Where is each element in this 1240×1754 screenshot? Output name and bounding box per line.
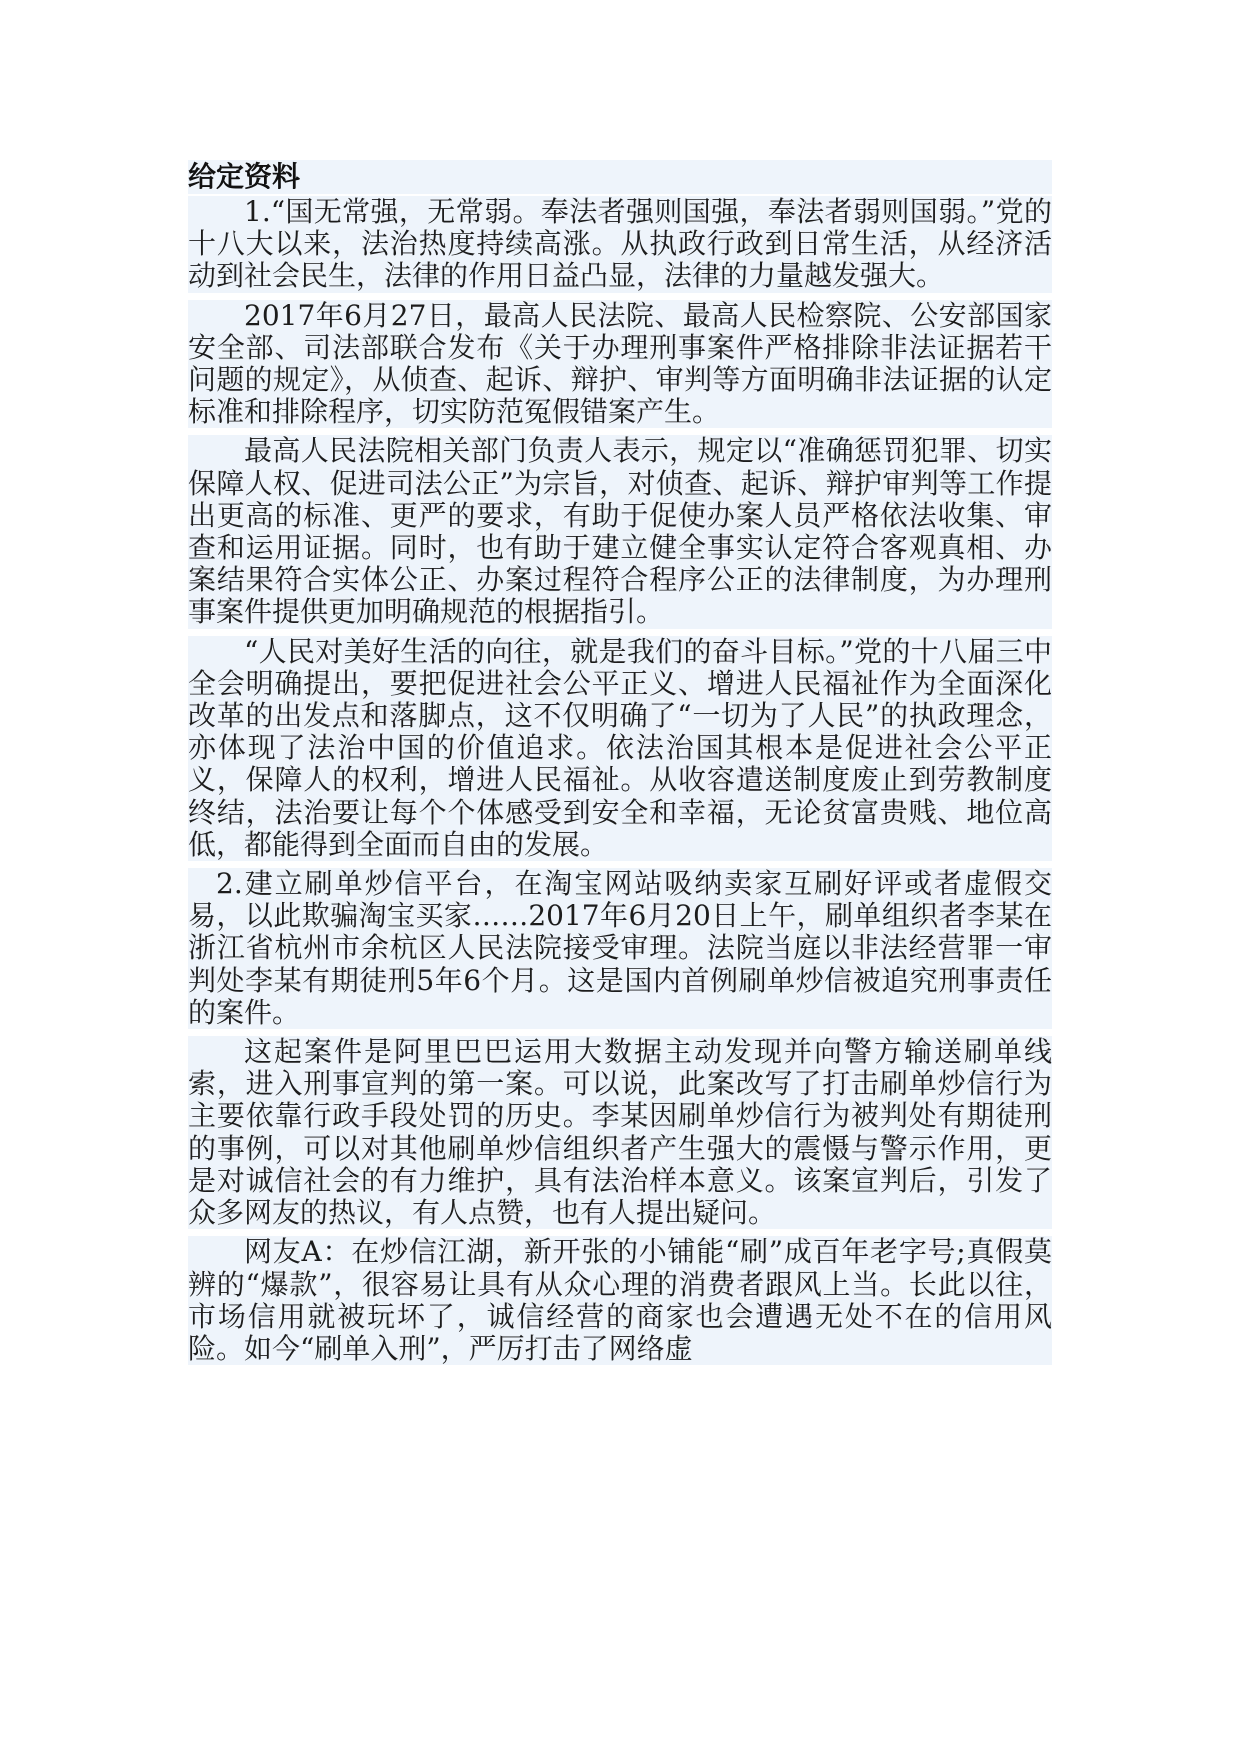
paragraph-6: 这起案件是阿里巴巴运用大数据主动发现并向警方输送刷单线索，进入刑事宣判的第一案。可以说，此案改写了打击刷单炒信行为主要依靠行政手段处罚的历史。李某因刷单炒信行为被判处有期徒刑的事例，可以对其他刷单炒信组织者产生强大的震慑与警示作用，更是对诚信社会的有力维护，具有法治样本意义。该案宣判后，引发了众多网友的热议，有人点赞，也有人提出疑问。	[188, 1035, 1052, 1230]
paragraph-5: 2.建立刷单炒信平台，在淘宝网站吸纳卖家互刷好评或者虚假交易，以此欺骗淘宝买家……2017年6月20日上午，刷单组织者李某在浙江省杭州市余杭区人民法院接受审理。法院当庭以非法经营罪一审判处李某有期徒刑5年6个月。这是国内首例刷单炒信被追究刑事责任的案件。	[188, 867, 1052, 1029]
paragraph-4: “人民对美好生活的向往，就是我们的奋斗目标。”党的十八届三中全会明确提出，要把促进社会公平正义、增进人民福祉作为全面深化改革的出发点和落脚点，这不仅明确了“一切为了人民”的执政理念，亦体现了法治中国的价值追求。依法治国其根本是促进社会公平正义，保障人的权利，增进人民福祉。从收容遣送制度废止到劳教制度终结，法治要让每个个体感受到安全和幸福，无论贫富贵贱、地位高低，都能得到全面而自由的发展。	[188, 634, 1052, 861]
paragraph-7: 网友A：在炒信江湖，新开张的小铺能“刷”成百年老字号;真假莫辨的“爆款”，很容易让具有从众心理的消费者跟风上当。长此以往，市场信用就被玩坏了，诚信经营的商家也会遭遇无处不在的信用风险。如今“刷单入刑”，严厉打击了网络虚	[188, 1235, 1052, 1365]
paragraph-3: 最高人民法院相关部门负责人表示，规定以“准确惩罚犯罪、切实保障人权、促进司法公正”为宗旨，对侦查、起诉、辩护审判等工作提出更高的标准、更严的要求，有助于促使办案人员严格依法收集、审查和运用证据。同时，也有助于建立健全事实认定符合客观真相、办案结果符合实体公正、办案过程符合程序公正的法律制度，为办理刑事案件提供更加明确规范的根据指引。	[188, 434, 1052, 629]
document-body	[188, 160, 1052, 1365]
paragraph-2: 2017年6月27日，最高人民法院、最高人民检察院、公安部国家安全部、司法部联合发布《关于办理刑事案件严格排除非法证据若干问题的规定》，从侦查、起诉、辩护、审判等方面明确非法证据的认定标准和排除程序，切实防范冤假错案产生。	[188, 298, 1052, 429]
paragraph-1: 1.“国无常强，无常弱。奉法者强则国强，奉法者弱则国弱。”党的十八大以来，法治热度持续高涨。从执政行政到日常生活，从经济活动到社会民生，法律的作用日益凸显，法律的力量越发强大。	[188, 195, 1052, 293]
section-heading: 给定资料	[188, 160, 1052, 194]
